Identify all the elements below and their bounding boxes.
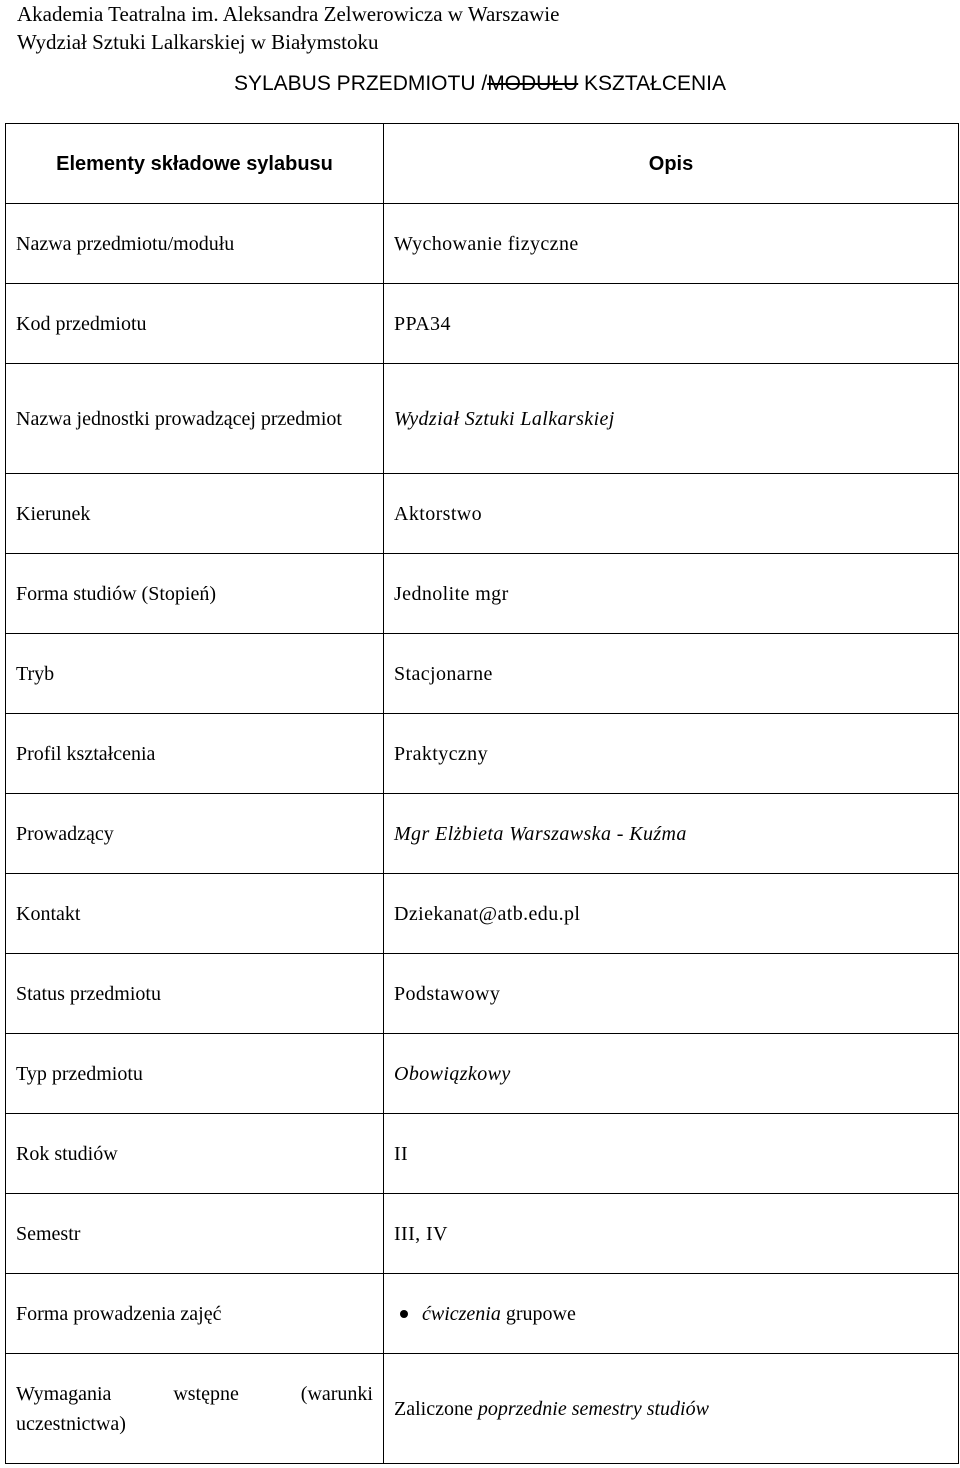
table-row <box>6 794 959 874</box>
institution-name: Akademia Teatralna im. Aleksandra Zelwerowicza w Warszawie <box>17 2 560 26</box>
label-word: (warunki <box>300 1382 373 1405</box>
table-header-row <box>6 124 959 204</box>
bullet-list-item <box>394 1299 948 1329</box>
bullet-icon <box>400 1310 408 1318</box>
table-row <box>6 1114 959 1194</box>
table-row <box>6 634 959 714</box>
value-plain: Zaliczone <box>394 1397 478 1420</box>
value-italic: ćwiczenia <box>422 1302 501 1325</box>
label-line-1 <box>16 1379 373 1409</box>
label-line-2: uczestnictwa) <box>16 1412 126 1435</box>
row-label: Forma studiów (Stopień) <box>6 554 384 634</box>
contact-email[interactable]: Dziekanat@atb.edu.pl <box>384 874 959 954</box>
row-label: Kontakt <box>6 874 384 954</box>
table-row <box>6 1274 959 1354</box>
row-value <box>384 1354 959 1464</box>
row-value <box>384 1274 959 1354</box>
row-label: Nazwa jednostki prowadzącej przedmiot <box>6 364 384 474</box>
column-header-elements: Elementy składowe sylabusu <box>6 124 384 204</box>
row-value: III, IV <box>384 1194 959 1274</box>
row-value: Podstawowy <box>384 954 959 1034</box>
row-label: Forma prowadzenia zajęć <box>6 1274 384 1354</box>
row-value: Mgr Elżbieta Warszawska - Kuźma <box>384 794 959 874</box>
row-value: Praktyczny <box>384 714 959 794</box>
row-label: Kierunek <box>6 474 384 554</box>
table-row <box>6 364 959 474</box>
title-part-1: SYLABUS PRZEDMIOTU / <box>233 72 488 95</box>
table-row <box>6 714 959 794</box>
table-row <box>6 554 959 634</box>
table-row <box>6 954 959 1034</box>
row-value: Wydział Sztuki Lalkarskiej <box>384 364 959 474</box>
table-row <box>6 284 959 364</box>
title-struck-word: MODUŁU <box>487 72 579 95</box>
row-value: Jednolite mgr <box>384 554 959 634</box>
label-word: wstępne <box>173 1382 239 1405</box>
row-label: Rok studiów <box>6 1114 384 1194</box>
value-italic: poprzednie semestry studiów <box>477 1397 709 1420</box>
row-label: Status przedmiotu <box>6 954 384 1034</box>
row-label: Tryb <box>6 634 384 714</box>
row-value: II <box>384 1114 959 1194</box>
row-label: Prowadzący <box>6 794 384 874</box>
row-value: Aktorstwo <box>384 474 959 554</box>
table-row <box>6 1354 959 1464</box>
column-header-description: Opis <box>384 124 959 204</box>
document-title <box>0 71 960 97</box>
row-value: Stacjonarne <box>384 634 959 714</box>
syllabus-table <box>5 123 959 1464</box>
row-value: Obowiązkowy <box>384 1034 959 1114</box>
title-part-2: KSZTAŁCENIA <box>578 72 727 95</box>
faculty-name: Wydział Sztuki Lalkarskiej w Białymstoku <box>17 30 379 54</box>
row-label: Typ przedmiotu <box>6 1034 384 1114</box>
table-row <box>6 1194 959 1274</box>
row-label: Nazwa przedmiotu/modułu <box>6 204 384 284</box>
table-row <box>6 1034 959 1114</box>
row-label <box>6 1354 384 1464</box>
table-row <box>6 204 959 284</box>
table-row <box>6 474 959 554</box>
row-value: PPA34 <box>384 284 959 364</box>
row-value: Wychowanie fizyczne <box>384 204 959 284</box>
row-label: Semestr <box>6 1194 384 1274</box>
row-label: Profil kształcenia <box>6 714 384 794</box>
value-plain: grupowe <box>500 1302 576 1325</box>
row-label: Kod przedmiotu <box>6 284 384 364</box>
label-word: Wymagania <box>16 1382 112 1405</box>
table-row <box>6 874 959 954</box>
